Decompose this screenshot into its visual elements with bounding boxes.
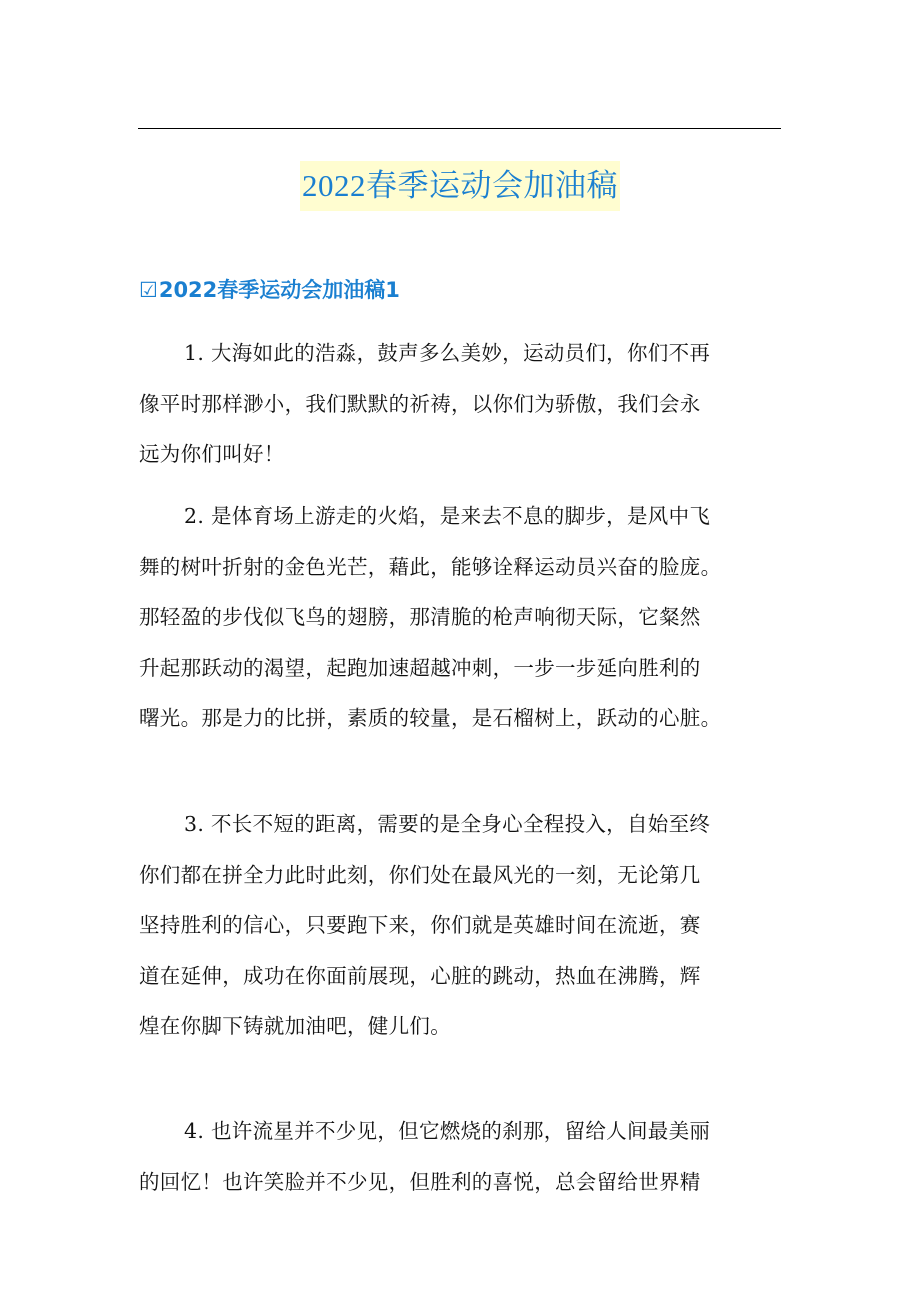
paragraph-4 [139,1106,784,1207]
section-heading-text: 2022春季运动会加油稿1 [158,278,400,302]
paragraph-line: 煌在你脚下铸就加油吧，健儿们。 [139,1014,451,1038]
paragraph-line: 坚持胜利的信心，只要跑下来，你们就是英雄时间在流逝，赛 [139,913,701,937]
paragraph-line: 的回忆！也许笑脸并不少见，但胜利的喜悦，总会留给世界精 [139,1169,701,1194]
paragraph-1 [139,328,784,480]
checkbox-icon: ☑ [139,278,158,302]
paragraph-line: 4. 也许流星并不少见，但它燃烧的刹那，留给人间最美丽 [184,1119,711,1143]
paragraph-line: 1. 大海如此的浩淼，鼓声多么美妙，运动员们，你们不再 [184,341,711,365]
paragraph-3 [139,799,784,1052]
paragraph-line: 你们都在拼全力此时此刻，你们处在最风光的一刻，无论第几 [139,862,701,887]
document-title-text: 2022春季运动会加油稿 [300,161,620,211]
paragraph-line: 道在延伸，成功在你面前展现，心脏的跳动，热血在沸腾，辉 [139,963,701,988]
paragraph-line: 曙光。那是力的比拼，素质的较量，是石榴树上，跃动的心脏。 [139,706,722,730]
paragraph-line: 像平时那样渺小，我们默默的祈祷，以你们为骄傲，我们会永 [139,391,701,416]
document-title [0,160,920,210]
header-rule [138,128,781,129]
paragraph-line: 那轻盈的步伐似飞鸟的翅膀，那清脆的枪声响彻天际，它粲然 [139,605,701,629]
section-heading [139,272,400,308]
paragraph-line: 2. 是体育场上游走的火焰，是来去不息的脚步，是风中飞 [184,504,711,528]
paragraph-line: 升起那跃动的渴望，起跑加速超越冲刺，一步一步延向胜利的 [139,655,701,680]
paragraph-line: 3. 不长不短的距离，需要的是全身心全程投入，自始至终 [184,812,711,836]
paragraph-2 [139,491,784,744]
paragraph-line: 远为你们叫好！ [139,442,285,466]
paragraph-line: 舞的树叶折射的金色光芒，藉此，能够诠释运动员兴奋的脸庞。 [139,554,722,579]
